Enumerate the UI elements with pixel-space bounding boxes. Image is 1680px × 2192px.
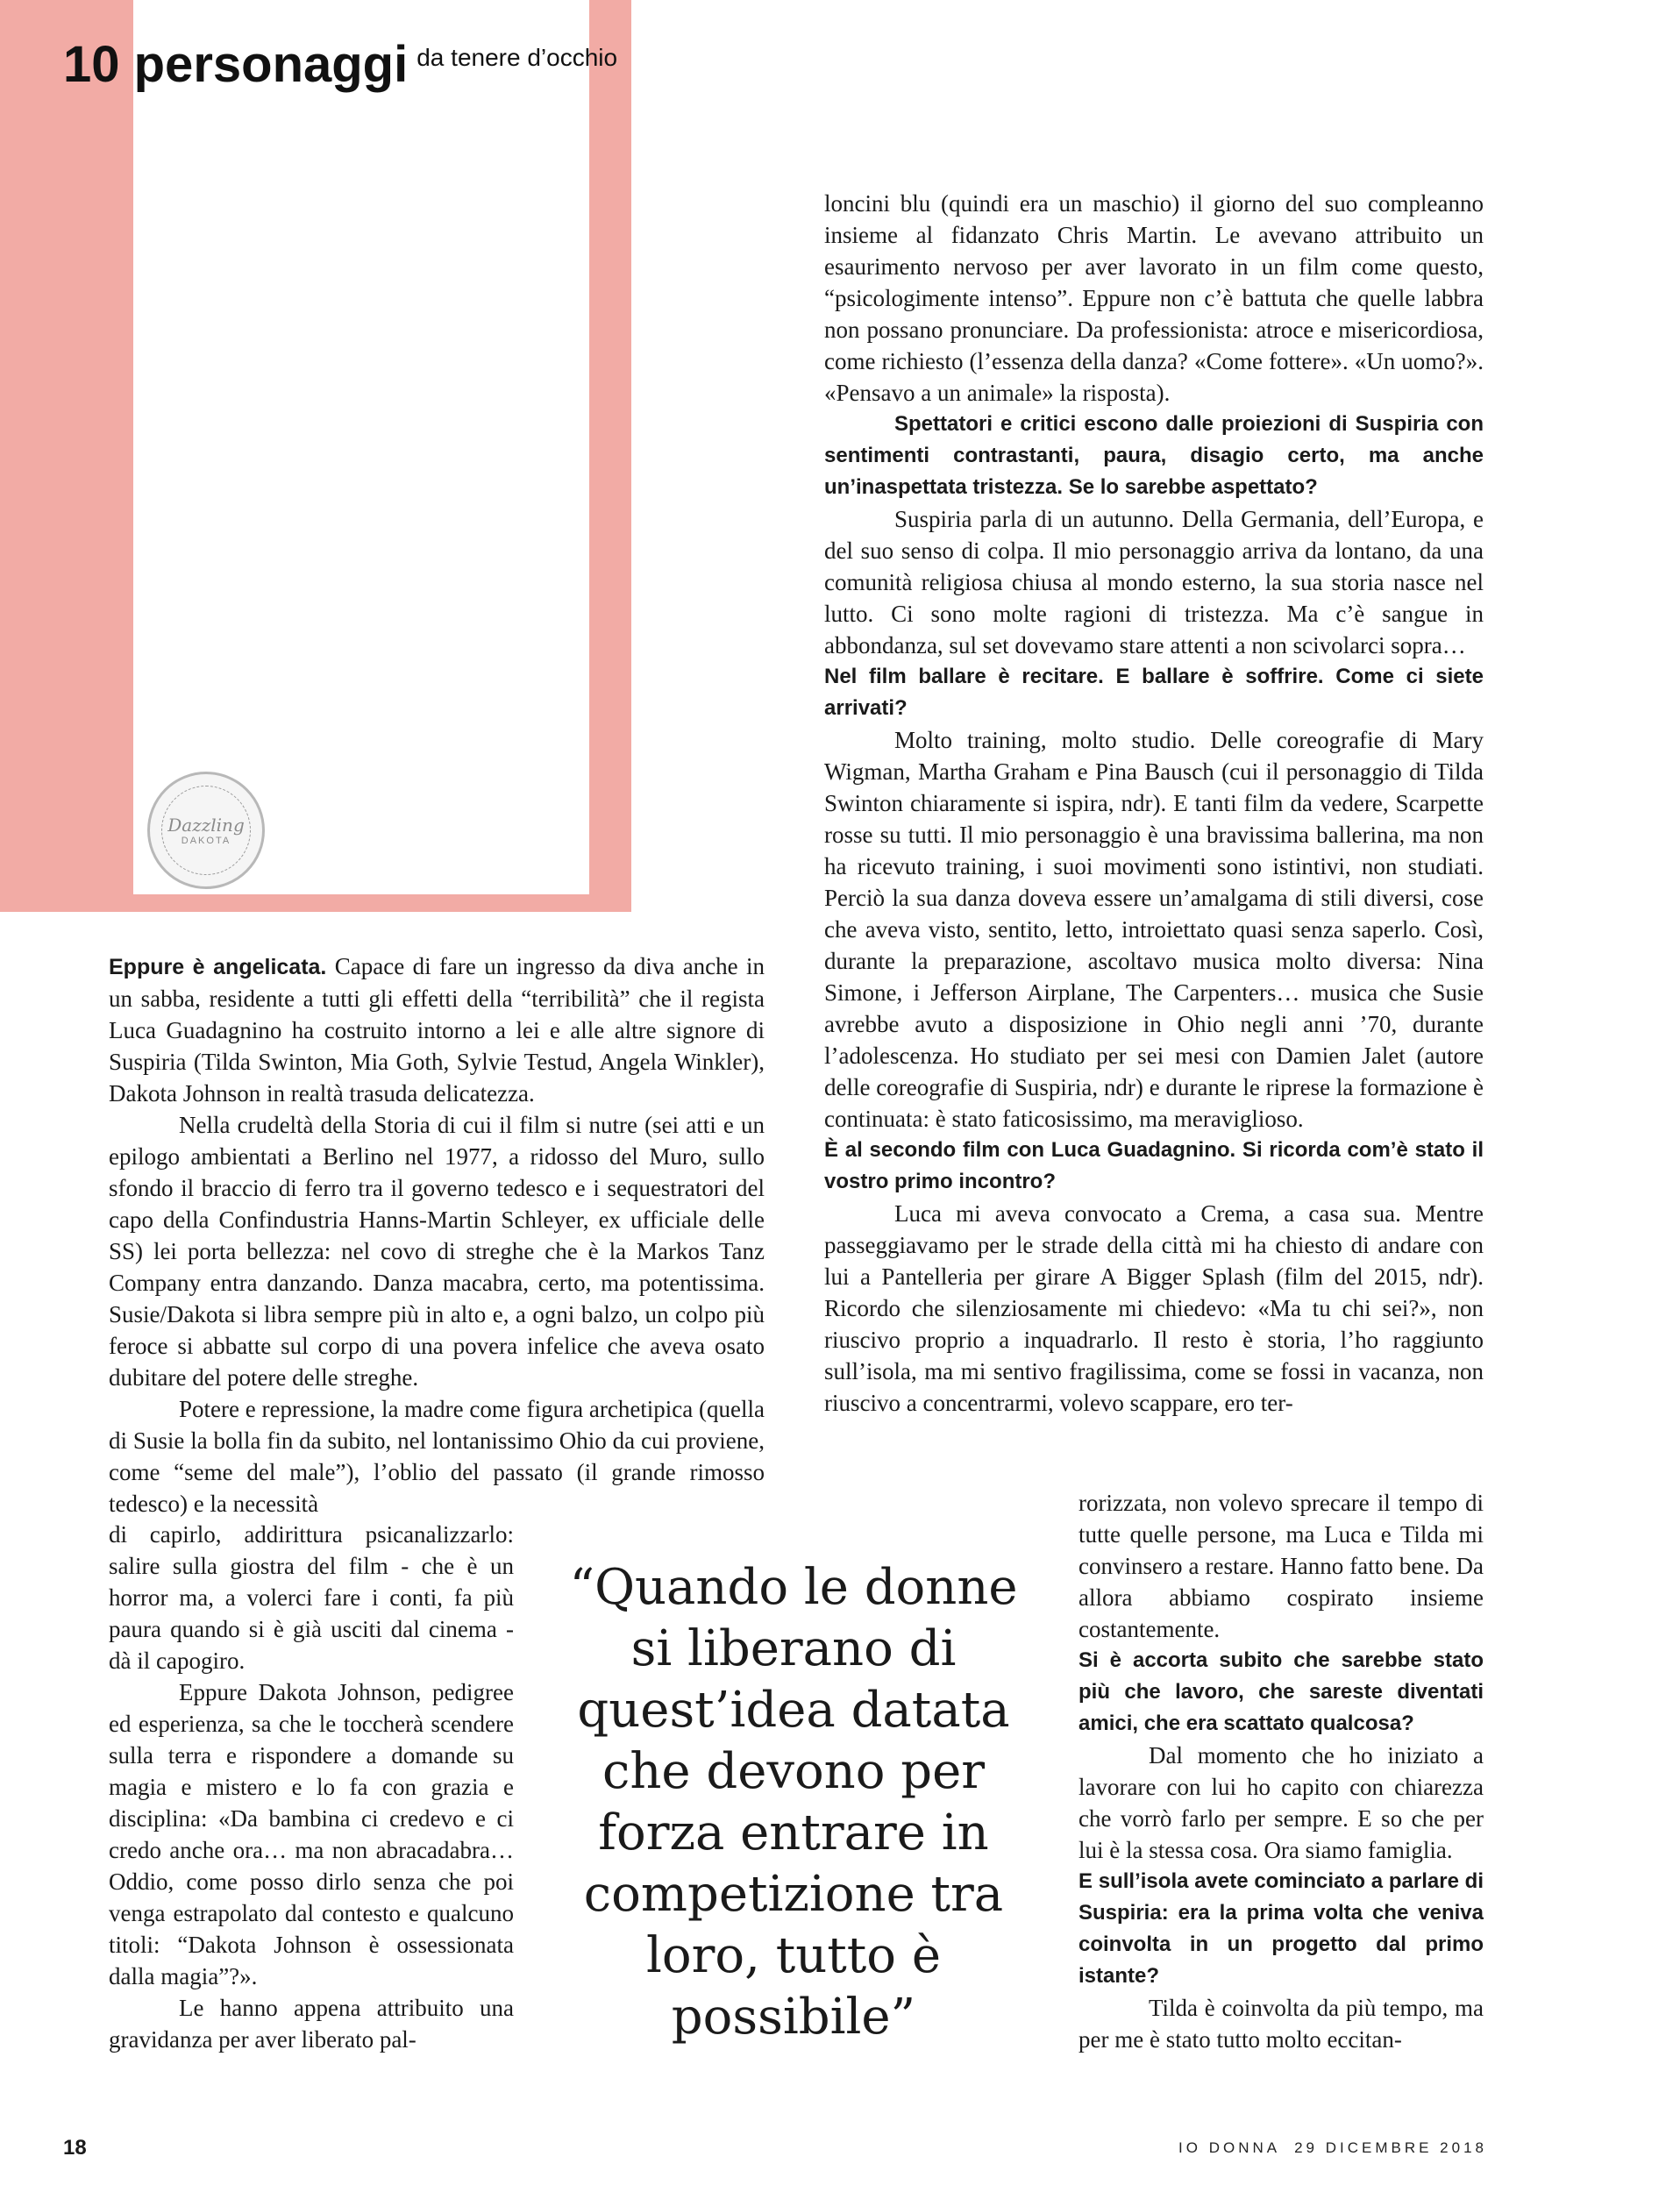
decorative-initial-E — [133, 0, 589, 894]
interview-question: Si è accorta subito che sarebbe stato più che lavoro, che sareste diventati amici, che era scattato qualcosa? — [1078, 1648, 1484, 1735]
pull-quote: “Quando le donne si liberano di quest’idea datata che devono per forza entrare in competizione tra loro, tutto è possibile” — [569, 1559, 1018, 2046]
article-paragraph: loncini blu (quindi era un maschio) il giorno del suo compleanno insieme al fidanzato Chris Martin. Le avevano attribuito un esaurimento nervoso per aver lavorato in un film come questo, “psicologimente intenso”. Eppure non c’è battuta che quelle labbra non possano pronunciare. Da professionista: atroce e misericordiosa, come richiesto (l’essenza della danza? «Come fottere». «Un uomo?». «Pensavo a un animale» la risposta). — [824, 190, 1484, 406]
article-paragraph: Nella crudeltà della Storia di cui il film si nutre (sei atti e un epilogo ambientati a Berlino nel 1977, a ridosso del Muro, sullo sfondo il braccio di ferro tra il governo tedesco e i sequestratori del capo della Confindustria Hanns-Martin Schleyer, ex ufficiale delle SS) lei porta bellezza: nel covo di streghe che è la Markos Tanz Company entra danzando. Danza macabra, certo, ma potentissima. Susie/Dakota si libra sempre più in alto e, a ogni balzo, un colpo più feroce si abbatte sul corpo di una povera infelice che aveva osato dubitare del potere delle streghe. — [109, 1112, 765, 1391]
lead-in-text: Eppure è angelicata. — [109, 955, 327, 979]
section-title: 10 personaggi — [63, 36, 409, 93]
article-column-right — [824, 188, 1484, 1419]
article-paragraph: Dal momento che ho iniziato a lavorare con lui ho capito con chiarezza che vorrò farlo per sempre. E so che per lui è la stessa cosa. Ora siamo famiglia. — [1078, 1742, 1484, 1863]
article-column-left — [109, 950, 765, 1519]
article-paragraph: Tilda è coinvolta da più tempo, ma per me è stato tutto molto eccitan- — [1078, 1995, 1484, 2053]
interview-question: È al secondo film con Luca Guadagnino. Si ricorda com’è stato il vostro primo incontro? — [824, 1138, 1484, 1193]
stamp-name-text: DAKOTA — [181, 836, 231, 846]
article-paragraph: Molto training, molto studio. Delle coreografie di Mary Wigman, Martha Graham e Pina Bausch (cui il personaggio di Tilda Swinton chiaramente si ispira, ndr). E tanti film da vedere, Scarpette rosse su tutti. Il mio personaggio è una bravissima ballerina, ma non ha ricevuto training, i suoi movimenti sono istintivi, non studiati. Perciò la sua danza doveva essere un’amalgama di stili diversi, cose che aveva visto, sentito, letto, introiettato quasi senza saperlo. Così, durante la preparazione, ascoltavo musica molto diversa: Nina Simone, i Jefferson Airplane, The Carpenters… musica che Susie avrebbe avuto a disposizione in Ohio negli anni ’70, durante l’adolescenza. Ho studiato per sei mesi con Damien Jalet (autore delle coreografie di Suspiria, ndr) e durante le riprese la formazione è continuata: è stato faticosissimo, ma meraviglioso. — [824, 727, 1484, 1132]
article-paragraph: Le hanno appena attribuito una gravidanza per aver liberato pal- — [109, 1995, 514, 2053]
article-column-right-narrow — [1078, 1487, 1484, 2055]
interview-question: Nel film ballare è recitare. E ballare è soffrire. Come ci siete arrivati? — [824, 665, 1484, 720]
article-paragraph: rorizzata, non volevo sprecare il tempo di tutte quelle persone, ma Luca e Tilda mi convinsero a restare. Hanno fatto bene. Da allora abbiamo cospirato insieme costantemente. — [1078, 1490, 1484, 1642]
interview-question: Spettatori e critici escono dalle proiezioni di Suspiria con sentimenti contrastanti, paura, disagio certo, ma anche un’inaspettata tristezza. Se lo sarebbe aspettato? — [824, 412, 1484, 499]
page-number: 18 — [63, 2136, 87, 2160]
section-header — [63, 35, 617, 94]
dazzling-dakota-stamp-logo — [147, 772, 265, 889]
article-paragraph — [109, 950, 765, 1109]
article-paragraph: Luca mi aveva convocato a Crema, a casa sua. Mentre passeggiavamo per le strade della città mi ha chiesto di andare con lui a Pantelleria per girare A Bigger Splash (film del 2015, ndr). Ricordo che silenziosamente mi chiedevo: «Ma tu chi sei?», non riuscivo proprio a inquadrarlo. Il resto è storia, l’ho raggiunto sull’isola, ma mi sentivo fragilissima, come se fossi in vacanza, non riuscivo a concentrarmi, volevo scappare, ero ter- — [824, 1200, 1484, 1416]
article-paragraph: Suspiria parla di un autunno. Della Germania, dell’Europa, e del suo senso di colpa. Il mio personaggio arriva da lontano, da una comunità religiosa chiusa al mondo esterno, la sua storia nasce nel lutto. Ci sono molte ragioni di tristezza. Ma c’è sangue in abbondanza, sul set dovevamo stare attenti a non scivolarci sopra… — [824, 506, 1484, 658]
article-paragraph: Potere e repressione, la madre come figura archetipica (quella di Susie la bolla fin da subito, nel lontanissimo Ohio da cui proviene, come “seme del male”), l’oblio del passato (il grande rimosso tedesco) e la necessità — [109, 1396, 765, 1517]
article-column-left-narrow — [109, 1519, 514, 2055]
issue-date: 29 DICEMBRE 2018 — [1294, 2139, 1487, 2156]
footer-publication — [1164, 2139, 1487, 2157]
article-paragraph: Eppure Dakota Johnson, pedigree ed esperienza, sa che le toccherà scendere sulla terra e rispondere a domande su magia e mistero e lo fa con grazia e disciplina: «Da bambina ci credevo e ci credo anche ora… ma non abracadabra… Oddio, come posso dirlo senza che poi venga estrapolato dal contesto e qualcuno titoli: “Dakota Johnson è ossessionata dalla magia”?». — [109, 1679, 514, 1989]
stamp-script-text: Dazzling — [167, 815, 245, 836]
article-paragraph: di capirlo, addirittura psicanalizzarlo: salire sulla giostra del film - che è un horror ma, a volerci fare i conti, fa più paura quando si è già usciti dal cinema - dà il capogiro. — [109, 1521, 514, 1674]
lead-paragraph-text: Capace di fare un ingresso da diva anche in un sabba, residente a tutti gli effetti della “terribilità” che il regista Luca Guadagnino ha costruito intorno a lei e alle altre signore di Suspiria (Tilda Swinton, Mia Goth, Sylvie Testud, Angela Winkler), Dakota Johnson in realtà trasuda delicatezza. — [109, 953, 765, 1107]
interview-question: E sull’isola avete cominciato a parlare di Suspiria: era la prima volta che veniva coinvolta in un progetto dal primo istante? — [1078, 1869, 1484, 1988]
section-subtitle: da tenere d’occhio — [416, 44, 618, 71]
stamp-inner-ring — [161, 786, 251, 875]
magazine-name: IO DONNA — [1178, 2139, 1281, 2156]
